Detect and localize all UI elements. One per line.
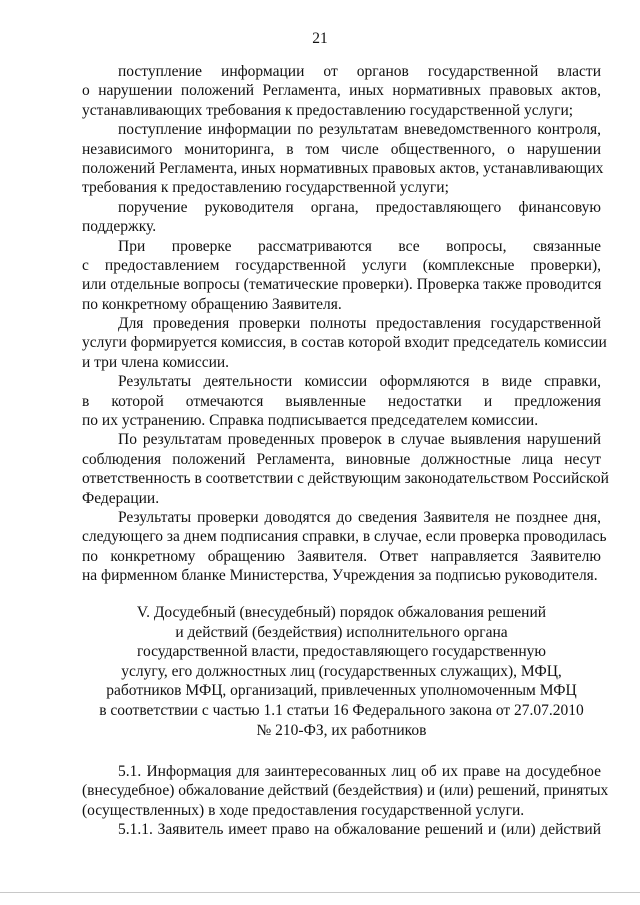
text-line: поступление информации от органов государственной власти [118,63,601,80]
section-heading-line: и действий (бездействия) исполнительного органа [175,623,508,641]
text-line: поступление информации по результатам вневедомственного контроля, [118,121,601,139]
section-heading [82,603,601,740]
text-line: поручение руководителя органа, предоставляющего финансовую [118,198,601,216]
text-line: 5.1. Информация для заинтересованных лиц об их праве на досудебное [118,763,601,780]
text-line: положений Регламента, иных нормативных правовых актов, устанавливающих [82,159,604,177]
section-heading-line: государственной власти, предоставляющего государственную [137,643,546,661]
text-line: по конкретному обращению Заявителя. Ответ направляется Заявителю [82,547,601,565]
section-heading-line: услугу, его должностных лиц (государственных служащих), МФЦ, [121,662,562,680]
text-line: По результатам проведенных проверок в случае выявления нарушений [118,431,601,449]
text-line: на фирменном бланке Министерства, Учреждения за подписью руководителя. [82,567,598,585]
section-heading-line: в соответствии с частью 1.1 статьи 16 Федерального закона от 27.07.2010 [99,701,584,719]
text-line: услуги формируется комиссия, в состав которой входит председатель комиссии [82,334,607,352]
section-heading-line: № 210-ФЗ, их работников [256,721,427,739]
text-line: по конкретному обращению Заявителя. [82,295,342,313]
text-line: независимого мониторинга, в том числе общественного, о нарушении [82,140,601,158]
text-line: соблюдения положений Регламента, виновные должностные лица несут [82,450,601,468]
text-line: ответственность в соответствии с действующим законодательством Российской [82,470,609,488]
body-text-block-1 [82,62,609,586]
text-line: 5.1.1. Заявитель имеет право на обжалование решений и (или) действий [118,821,601,839]
text-line: (внесудебное) обжалование действий (бездействия) и (или) решений, принятых [82,782,609,800]
body-text-block-2 [82,762,609,840]
section-heading-line: работников МФЦ, организаций, привлеченных уполномоченным МФЦ [106,682,577,700]
text-line: по их устранению. Справка подписывается председателем комиссии. [82,412,539,430]
page-bottom-edge [0,892,640,893]
text-line: поддержку. [82,218,157,236]
text-line: в которой отмечаются выявленные недостатки и предложения [82,392,601,410]
text-line: Для проведения проверки полноты предоставления государственной [118,315,601,333]
page-number: 21 [312,30,328,47]
text-line: о нарушении положений Регламента, иных нормативных правовых актов, [82,82,601,100]
text-line: Результаты проверки доводятся до сведения Заявителя не позднее дня, [118,508,601,526]
text-line: следующего за днем подписания справки, в случае, если проверка проводилась [82,528,607,546]
text-line: с предоставлением государственной услуги (комплексные проверки), [82,256,601,274]
text-line: и три члена комиссии. [82,353,230,371]
text-line: Федерации. [82,489,160,507]
text-line: При проверке рассматриваются все вопросы, связанные [118,237,601,255]
text-line: или отдельные вопросы (тематические проверки). Проверка также проводится [82,276,602,294]
text-line: (осуществленных) в ходе предоставления государственной услуги. [82,801,525,819]
text-line: устанавливающих требования к предоставлению государственной услуги; [82,101,574,119]
text-line: Результаты деятельности комиссии оформляются в виде справки, [118,373,601,391]
text-line: требования к предоставлению государственной услуги; [82,179,449,197]
section-heading-line: V. Досудебный (внесудебный) порядок обжалования решений [136,604,547,621]
